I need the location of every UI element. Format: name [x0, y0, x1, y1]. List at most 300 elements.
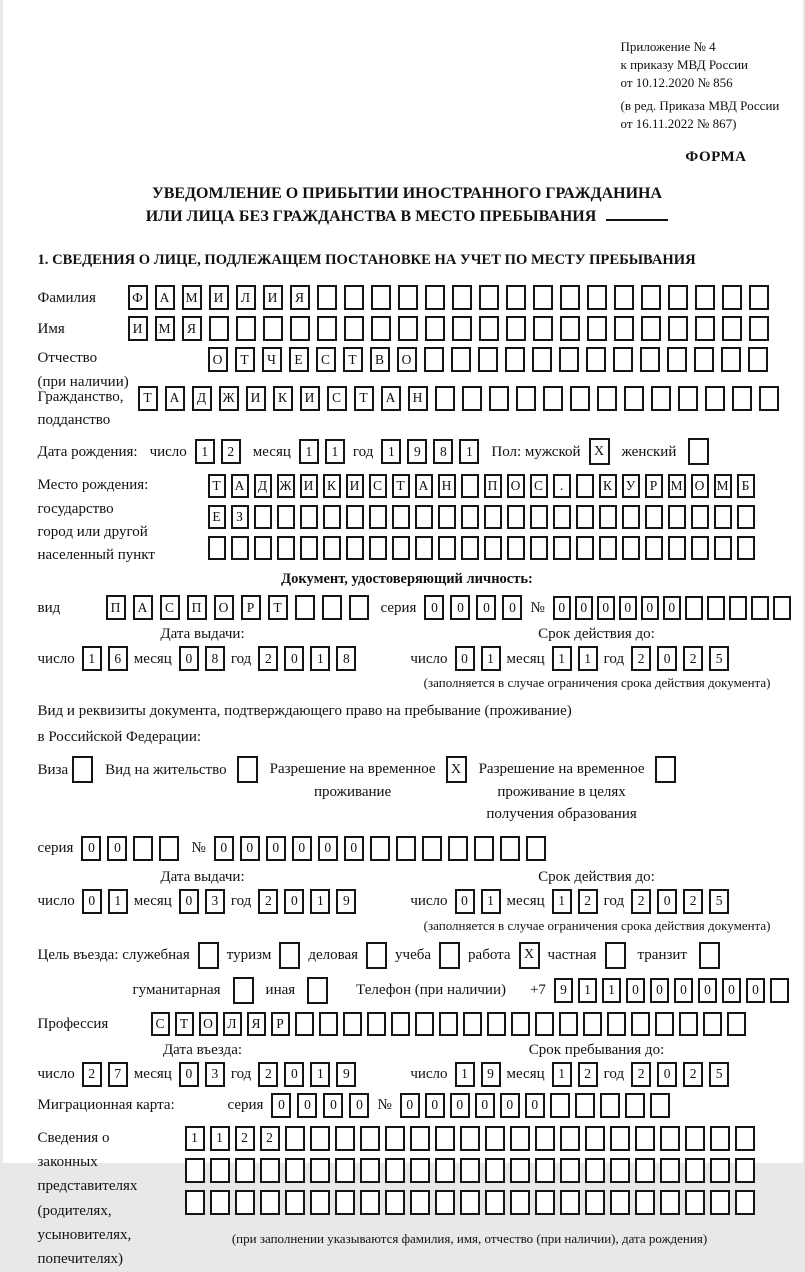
char-box[interactable] — [510, 1190, 530, 1215]
char-box[interactable] — [770, 978, 789, 1003]
representatives-line1-input[interactable] — [185, 1126, 755, 1151]
char-box[interactable]: Т — [235, 347, 255, 372]
char-box[interactable] — [451, 347, 471, 372]
permit-expiry-year-input[interactable] — [631, 889, 729, 914]
char-box[interactable] — [635, 1158, 655, 1183]
char-box[interactable] — [516, 386, 536, 411]
char-box[interactable] — [660, 1190, 680, 1215]
char-box[interactable]: 0 — [657, 1062, 677, 1087]
char-box[interactable]: 1 — [552, 646, 572, 671]
char-box[interactable] — [587, 316, 607, 341]
char-box[interactable]: А — [155, 285, 175, 310]
char-box[interactable] — [422, 836, 442, 861]
char-box[interactable]: 2 — [683, 889, 703, 914]
char-box[interactable] — [461, 505, 479, 529]
char-box[interactable]: Т — [354, 386, 374, 411]
char-box[interactable]: Р — [271, 1012, 290, 1036]
char-box[interactable]: С — [316, 347, 336, 372]
char-box[interactable] — [438, 536, 456, 560]
char-box[interactable] — [367, 1012, 386, 1036]
char-box[interactable] — [369, 505, 387, 529]
char-box[interactable]: И — [346, 474, 364, 498]
char-box[interactable] — [510, 1158, 530, 1183]
char-box[interactable] — [507, 536, 525, 560]
purpose-study-checkbox[interactable] — [439, 942, 460, 969]
char-box[interactable] — [369, 536, 387, 560]
char-box[interactable] — [254, 536, 272, 560]
char-box[interactable] — [685, 1126, 705, 1151]
stay-month-input[interactable] — [552, 1062, 598, 1087]
char-box[interactable] — [478, 347, 498, 372]
purpose-tourism-checkbox[interactable] — [279, 942, 300, 969]
char-box[interactable]: 0 — [663, 596, 681, 620]
permit-series-input[interactable] — [81, 836, 179, 861]
char-box[interactable] — [398, 285, 418, 310]
char-box[interactable]: 0 — [657, 889, 677, 914]
char-box[interactable]: 0 — [722, 978, 741, 1003]
char-box[interactable] — [285, 1158, 305, 1183]
char-box[interactable] — [133, 836, 153, 861]
purpose-private-checkbox[interactable] — [605, 942, 626, 969]
char-box[interactable] — [727, 1012, 746, 1036]
char-box[interactable]: 9 — [481, 1062, 501, 1087]
char-box[interactable] — [773, 596, 791, 620]
char-box[interactable] — [319, 1012, 338, 1036]
char-box[interactable]: К — [323, 474, 341, 498]
char-box[interactable]: 0 — [318, 836, 338, 861]
char-box[interactable] — [610, 1158, 630, 1183]
char-box[interactable]: Д — [254, 474, 272, 498]
doc-expiry-day-input[interactable] — [455, 646, 501, 671]
sex-male-checkbox[interactable]: X — [589, 438, 610, 465]
char-box[interactable]: 0 — [107, 836, 127, 861]
char-box[interactable] — [660, 1126, 680, 1151]
doc-issue-year-input[interactable] — [258, 646, 356, 671]
char-box[interactable] — [210, 1190, 230, 1215]
char-box[interactable] — [505, 347, 525, 372]
char-box[interactable]: 1 — [459, 439, 479, 464]
char-box[interactable]: 2 — [221, 439, 241, 464]
char-box[interactable]: 2 — [260, 1126, 280, 1151]
char-box[interactable]: Я — [247, 1012, 266, 1036]
char-box[interactable]: 8 — [336, 646, 356, 671]
char-box[interactable] — [391, 1012, 410, 1036]
char-box[interactable] — [550, 1093, 570, 1118]
char-box[interactable] — [463, 1012, 482, 1036]
char-box[interactable]: 0 — [284, 646, 304, 671]
char-box[interactable]: А — [415, 474, 433, 498]
char-box[interactable] — [506, 285, 526, 310]
char-box[interactable]: О — [397, 347, 417, 372]
char-box[interactable] — [650, 1093, 670, 1118]
char-box[interactable] — [323, 536, 341, 560]
purpose-humanitarian-checkbox[interactable] — [233, 977, 254, 1004]
char-box[interactable]: К — [273, 386, 293, 411]
char-box[interactable] — [668, 285, 688, 310]
char-box[interactable] — [460, 1158, 480, 1183]
char-box[interactable]: О — [507, 474, 525, 498]
char-box[interactable]: 1 — [108, 889, 128, 914]
char-box[interactable] — [759, 386, 779, 411]
char-box[interactable] — [460, 1190, 480, 1215]
char-box[interactable]: 0 — [214, 836, 234, 861]
char-box[interactable]: 7 — [108, 1062, 128, 1087]
purpose-work-checkbox[interactable]: X — [519, 942, 540, 969]
char-box[interactable]: 0 — [284, 1062, 304, 1087]
char-box[interactable]: 0 — [179, 889, 199, 914]
char-box[interactable]: 5 — [709, 646, 729, 671]
doc-issue-month-input[interactable] — [179, 646, 225, 671]
char-box[interactable]: 0 — [500, 1093, 520, 1118]
char-box[interactable] — [532, 347, 552, 372]
char-box[interactable] — [535, 1158, 555, 1183]
purpose-business-checkbox[interactable] — [366, 942, 387, 969]
char-box[interactable]: . — [553, 474, 571, 498]
char-box[interactable] — [641, 285, 661, 310]
char-box[interactable]: 8 — [205, 646, 225, 671]
birthplace-line1-input[interactable] — [208, 474, 755, 498]
char-box[interactable] — [485, 1126, 505, 1151]
char-box[interactable]: Я — [290, 285, 310, 310]
char-box[interactable] — [729, 596, 747, 620]
char-box[interactable] — [694, 347, 714, 372]
char-box[interactable] — [410, 1126, 430, 1151]
char-box[interactable]: 1 — [325, 439, 345, 464]
char-box[interactable] — [500, 836, 520, 861]
char-box[interactable] — [748, 347, 768, 372]
char-box[interactable] — [479, 285, 499, 310]
char-box[interactable]: Т — [208, 474, 226, 498]
char-box[interactable]: 0 — [641, 596, 659, 620]
doc-number-input[interactable] — [553, 596, 791, 620]
char-box[interactable] — [290, 316, 310, 341]
char-box[interactable] — [705, 386, 725, 411]
char-box[interactable] — [631, 1012, 650, 1036]
permit-issue-day-input[interactable] — [82, 889, 128, 914]
char-box[interactable] — [424, 347, 444, 372]
purpose-other-checkbox[interactable] — [307, 977, 328, 1004]
char-box[interactable] — [714, 536, 732, 560]
char-box[interactable]: В — [370, 347, 390, 372]
char-box[interactable]: О — [199, 1012, 218, 1036]
char-box[interactable] — [392, 536, 410, 560]
char-box[interactable] — [285, 1190, 305, 1215]
char-box[interactable] — [415, 1012, 434, 1036]
permit-expiry-day-input[interactable] — [455, 889, 501, 914]
char-box[interactable] — [410, 1158, 430, 1183]
char-box[interactable] — [710, 1190, 730, 1215]
char-box[interactable] — [710, 1158, 730, 1183]
char-box[interactable] — [484, 505, 502, 529]
char-box[interactable]: Р — [241, 595, 261, 620]
char-box[interactable] — [599, 536, 617, 560]
char-box[interactable]: 2 — [631, 646, 651, 671]
representatives-line3-input[interactable] — [185, 1190, 755, 1215]
char-box[interactable]: 9 — [336, 889, 356, 914]
char-box[interactable]: 1 — [578, 978, 597, 1003]
char-box[interactable]: 1 — [310, 1062, 330, 1087]
char-box[interactable]: А — [381, 386, 401, 411]
char-box[interactable] — [484, 536, 502, 560]
char-box[interactable] — [452, 285, 472, 310]
char-box[interactable] — [735, 1126, 755, 1151]
char-box[interactable]: 0 — [349, 1093, 369, 1118]
char-box[interactable] — [691, 536, 709, 560]
char-box[interactable]: 0 — [746, 978, 765, 1003]
char-box[interactable] — [435, 1190, 455, 1215]
char-box[interactable]: 2 — [258, 646, 278, 671]
char-box[interactable] — [360, 1190, 380, 1215]
char-box[interactable] — [685, 1190, 705, 1215]
char-box[interactable] — [277, 536, 295, 560]
char-box[interactable] — [526, 836, 546, 861]
char-box[interactable] — [370, 836, 390, 861]
char-box[interactable] — [751, 596, 769, 620]
char-box[interactable] — [585, 1158, 605, 1183]
char-box[interactable] — [737, 536, 755, 560]
char-box[interactable]: 0 — [240, 836, 260, 861]
char-box[interactable]: Ж — [277, 474, 295, 498]
char-box[interactable] — [614, 285, 634, 310]
char-box[interactable]: С — [530, 474, 548, 498]
char-box[interactable] — [560, 1190, 580, 1215]
char-box[interactable]: 2 — [258, 1062, 278, 1087]
char-box[interactable]: 0 — [619, 596, 637, 620]
char-box[interactable] — [721, 347, 741, 372]
representatives-line2-input[interactable] — [185, 1158, 755, 1183]
char-box[interactable] — [343, 1012, 362, 1036]
char-box[interactable]: 2 — [631, 889, 651, 914]
char-box[interactable] — [310, 1158, 330, 1183]
char-box[interactable] — [651, 386, 671, 411]
char-box[interactable] — [506, 316, 526, 341]
char-box[interactable]: М — [668, 474, 686, 498]
char-box[interactable] — [425, 316, 445, 341]
char-box[interactable] — [208, 536, 226, 560]
char-box[interactable]: 0 — [575, 596, 593, 620]
char-box[interactable] — [707, 596, 725, 620]
char-box[interactable]: Н — [408, 386, 428, 411]
char-box[interactable]: 1 — [578, 646, 598, 671]
rvp-education-checkbox[interactable] — [655, 756, 676, 783]
char-box[interactable] — [660, 1158, 680, 1183]
doc-series-input[interactable] — [424, 595, 522, 620]
entry-year-input[interactable] — [258, 1062, 356, 1087]
char-box[interactable] — [575, 1093, 595, 1118]
char-box[interactable]: Л — [236, 285, 256, 310]
char-box[interactable] — [640, 347, 660, 372]
char-box[interactable] — [231, 536, 249, 560]
char-box[interactable]: И — [300, 474, 318, 498]
char-box[interactable]: З — [231, 505, 249, 529]
char-box[interactable] — [385, 1158, 405, 1183]
char-box[interactable] — [210, 1158, 230, 1183]
char-box[interactable]: П — [106, 595, 126, 620]
char-box[interactable]: 0 — [266, 836, 286, 861]
char-box[interactable]: И — [128, 316, 148, 341]
char-box[interactable] — [585, 1126, 605, 1151]
char-box[interactable]: М — [155, 316, 175, 341]
char-box[interactable]: Я — [182, 316, 202, 341]
char-box[interactable]: 0 — [455, 889, 475, 914]
profession-input[interactable] — [151, 1012, 746, 1036]
char-box[interactable] — [323, 505, 341, 529]
char-box[interactable] — [599, 505, 617, 529]
char-box[interactable]: Ж — [219, 386, 239, 411]
char-box[interactable]: 0 — [553, 596, 571, 620]
char-box[interactable] — [576, 474, 594, 498]
char-box[interactable]: 1 — [185, 1126, 205, 1151]
char-box[interactable] — [479, 316, 499, 341]
char-box[interactable] — [625, 1093, 645, 1118]
char-box[interactable]: 1 — [602, 978, 621, 1003]
purpose-transit-checkbox[interactable] — [699, 942, 720, 969]
char-box[interactable] — [461, 536, 479, 560]
char-box[interactable] — [735, 1158, 755, 1183]
char-box[interactable] — [570, 386, 590, 411]
char-box[interactable] — [415, 505, 433, 529]
char-box[interactable] — [576, 536, 594, 560]
char-box[interactable] — [510, 1126, 530, 1151]
char-box[interactable] — [260, 1158, 280, 1183]
char-box[interactable]: П — [484, 474, 502, 498]
doc-expiry-year-input[interactable] — [631, 646, 729, 671]
permit-number-input[interactable] — [214, 836, 546, 861]
char-box[interactable] — [310, 1190, 330, 1215]
char-box[interactable] — [322, 595, 342, 620]
char-box[interactable] — [435, 386, 455, 411]
char-box[interactable] — [587, 285, 607, 310]
permit-expiry-month-input[interactable] — [552, 889, 598, 914]
char-box[interactable] — [185, 1158, 205, 1183]
phone-input[interactable] — [554, 978, 789, 1003]
char-box[interactable] — [285, 1126, 305, 1151]
char-box[interactable]: 9 — [407, 439, 427, 464]
stay-day-input[interactable] — [455, 1062, 501, 1087]
char-box[interactable] — [485, 1158, 505, 1183]
doc-issue-day-input[interactable] — [82, 646, 128, 671]
char-box[interactable]: 8 — [433, 439, 453, 464]
char-box[interactable] — [535, 1190, 555, 1215]
visa-checkbox[interactable] — [72, 756, 93, 783]
char-box[interactable]: И — [263, 285, 283, 310]
char-box[interactable]: 9 — [336, 1062, 356, 1087]
char-box[interactable] — [335, 1158, 355, 1183]
char-box[interactable]: А — [231, 474, 249, 498]
char-box[interactable]: 0 — [502, 595, 522, 620]
char-box[interactable] — [300, 536, 318, 560]
char-box[interactable] — [703, 1012, 722, 1036]
char-box[interactable] — [439, 1012, 458, 1036]
char-box[interactable] — [462, 386, 482, 411]
char-box[interactable] — [398, 316, 418, 341]
char-box[interactable]: 1 — [481, 889, 501, 914]
char-box[interactable] — [624, 386, 644, 411]
char-box[interactable] — [385, 1190, 405, 1215]
char-box[interactable] — [349, 595, 369, 620]
char-box[interactable] — [346, 505, 364, 529]
char-box[interactable] — [300, 505, 318, 529]
char-box[interactable] — [645, 536, 663, 560]
char-box[interactable] — [714, 505, 732, 529]
residence-permit-checkbox[interactable] — [237, 756, 258, 783]
char-box[interactable]: О — [208, 347, 228, 372]
char-box[interactable]: 0 — [450, 1093, 470, 1118]
char-box[interactable]: 0 — [525, 1093, 545, 1118]
char-box[interactable] — [460, 1126, 480, 1151]
char-box[interactable] — [610, 1190, 630, 1215]
char-box[interactable] — [685, 1158, 705, 1183]
char-box[interactable]: 0 — [626, 978, 645, 1003]
char-box[interactable] — [530, 536, 548, 560]
char-box[interactable]: Ч — [262, 347, 282, 372]
char-box[interactable] — [489, 386, 509, 411]
char-box[interactable] — [530, 505, 548, 529]
char-box[interactable] — [583, 1012, 602, 1036]
char-box[interactable] — [452, 316, 472, 341]
char-box[interactable]: 0 — [657, 646, 677, 671]
char-box[interactable] — [678, 386, 698, 411]
stay-year-input[interactable] — [631, 1062, 729, 1087]
char-box[interactable] — [344, 285, 364, 310]
char-box[interactable]: 9 — [554, 978, 573, 1003]
birth-month-input[interactable] — [299, 439, 345, 464]
char-box[interactable]: 0 — [674, 978, 693, 1003]
char-box[interactable] — [610, 1126, 630, 1151]
char-box[interactable]: Н — [438, 474, 456, 498]
char-box[interactable]: У — [622, 474, 640, 498]
char-box[interactable] — [560, 316, 580, 341]
char-box[interactable] — [410, 1190, 430, 1215]
char-box[interactable]: 2 — [578, 889, 598, 914]
char-box[interactable] — [559, 1012, 578, 1036]
char-box[interactable] — [371, 316, 391, 341]
char-box[interactable] — [710, 1126, 730, 1151]
char-box[interactable] — [559, 347, 579, 372]
char-box[interactable]: 0 — [179, 1062, 199, 1087]
char-box[interactable]: Л — [223, 1012, 242, 1036]
char-box[interactable] — [159, 836, 179, 861]
char-box[interactable]: Д — [192, 386, 212, 411]
char-box[interactable] — [335, 1190, 355, 1215]
char-box[interactable]: 1 — [552, 1062, 572, 1087]
char-box[interactable] — [668, 316, 688, 341]
char-box[interactable] — [679, 1012, 698, 1036]
char-box[interactable] — [317, 316, 337, 341]
char-box[interactable]: К — [599, 474, 617, 498]
char-box[interactable]: Т — [392, 474, 410, 498]
char-box[interactable]: 2 — [235, 1126, 255, 1151]
permit-issue-year-input[interactable] — [258, 889, 356, 914]
given-name-input[interactable] — [128, 316, 769, 341]
entry-day-input[interactable] — [82, 1062, 128, 1087]
char-box[interactable] — [435, 1158, 455, 1183]
char-box[interactable] — [560, 1158, 580, 1183]
char-box[interactable]: С — [160, 595, 180, 620]
char-box[interactable] — [277, 505, 295, 529]
char-box[interactable]: М — [714, 474, 732, 498]
char-box[interactable]: А — [165, 386, 185, 411]
birthplace-line2-input[interactable] — [208, 505, 755, 529]
char-box[interactable] — [485, 1190, 505, 1215]
char-box[interactable]: 0 — [450, 595, 470, 620]
char-box[interactable]: Ф — [128, 285, 148, 310]
char-box[interactable] — [613, 347, 633, 372]
char-box[interactable] — [487, 1012, 506, 1036]
char-box[interactable] — [645, 505, 663, 529]
char-box[interactable] — [260, 1190, 280, 1215]
char-box[interactable]: 2 — [631, 1062, 651, 1087]
